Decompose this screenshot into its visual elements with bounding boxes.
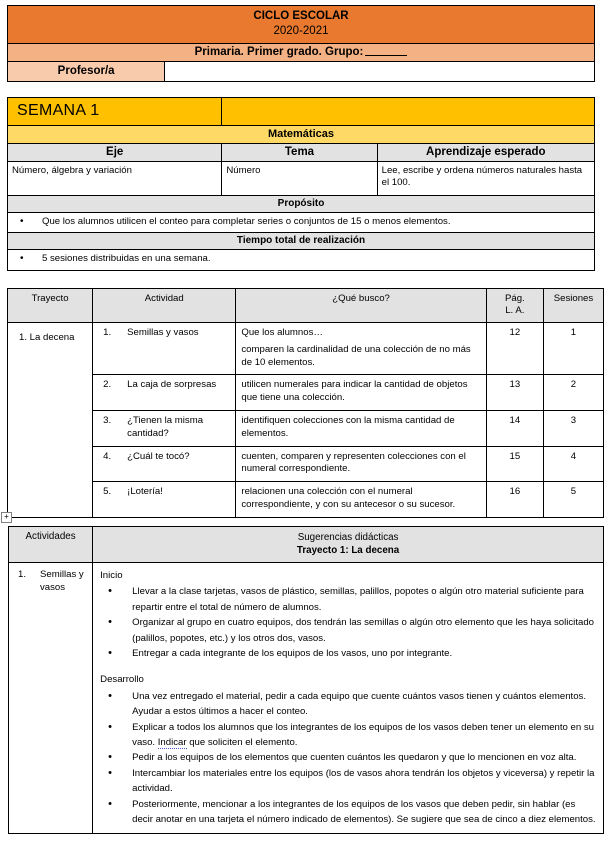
subject-header-cell: Matemáticas <box>8 126 595 144</box>
table-row <box>8 195 595 212</box>
trajectory-activities-table <box>7 288 604 518</box>
sesiones-value: 2 <box>543 375 603 411</box>
list-item-text: Llevar a la clase tarjetas, vasos de plástico, semillas, palillos, popotes o algún otro material suficiente para repartir entre el total de número de alumnos. <box>132 586 584 613</box>
table-row <box>8 482 604 518</box>
trayecto-name-cell: 1. La decena <box>8 323 93 518</box>
list-item-text <box>132 750 597 765</box>
text-post: que soliciten el elemento. <box>186 737 298 749</box>
desarrollo-label: Desarrollo <box>100 674 144 686</box>
actividad-name: Semillas y vasos <box>40 569 84 594</box>
group-blank-line[interactable] <box>365 55 407 56</box>
inicio-list <box>100 584 597 661</box>
list-item <box>100 766 597 797</box>
que-busco-cell <box>236 323 486 375</box>
list-item <box>100 750 597 765</box>
list-item-text: Entregar a cada integrante de los equipos de los vasos, uno por integrante. <box>132 648 453 660</box>
actividad-name: ¿Tienen la misma cantidad? <box>127 414 204 439</box>
table-row <box>8 44 595 62</box>
text-pre: Posteriormente, mencionar a los integrantes de los equipos de los vasos que deben pedir, sin hablar (es decir anotar en una tarjeta el número indicado de elementos). Se sugiere que sea de cinco a diez elementos. <box>132 798 596 826</box>
tiempo-header: Tiempo total de realización <box>8 233 595 250</box>
grade-level-cell <box>8 44 595 62</box>
table-row <box>9 527 604 563</box>
spellcheck-marked-word[interactable]: Indicar <box>157 737 187 749</box>
actividad-cell <box>93 482 236 518</box>
teacher-value-cell[interactable] <box>165 62 595 82</box>
column-header-que-busco: ¿Qué busco? <box>236 289 486 323</box>
table-row <box>8 98 595 126</box>
actividad-number: 2. <box>103 379 112 391</box>
week-title-cell: SEMANA 1 <box>8 98 222 126</box>
eje-value: Número, álgebra y variación <box>8 162 222 196</box>
actividad-name: ¡Lotería! <box>127 486 163 498</box>
list-item-text <box>132 797 597 828</box>
table-row <box>8 162 595 196</box>
list-item <box>100 720 597 751</box>
bullet-icon: • <box>108 766 112 779</box>
table-row <box>8 6 595 44</box>
actividad-number: 1. <box>103 327 112 338</box>
actividad-number: 4. <box>103 450 112 462</box>
proposito-body <box>8 212 595 232</box>
cycle-label: CICLO ESCOLAR <box>253 10 349 22</box>
sesiones-value: 1 <box>543 323 603 375</box>
actividad-number: 5. <box>103 486 112 498</box>
pagina-value: 12 <box>486 323 543 375</box>
cycle-header-cell <box>8 6 595 44</box>
text-pre: Explicar a todos los alumnos que los integrantes de los equipos de los vasos deben tener un elemento en su vaso. <box>132 721 594 749</box>
sugerencias-content-cell <box>93 563 604 834</box>
table-row <box>8 126 595 144</box>
actividad-name: La caja de sorpresas <box>127 379 217 391</box>
table-row <box>8 144 595 162</box>
actividad-cell <box>93 410 236 446</box>
bullet-icon: • <box>108 751 112 764</box>
table-row <box>8 62 595 82</box>
proposito-text: Que los alumnos utilicen el conteo para completar series o conjuntos de 15 o menos elementos. <box>42 215 451 227</box>
table-move-handle-icon[interactable]: + <box>1 512 12 523</box>
table-row <box>8 233 595 250</box>
column-header-tema: Tema <box>222 144 377 162</box>
table-row <box>8 250 595 270</box>
que-busco-text: utilicen numerales para indicar la cantidad de objetos que tiene una colección. <box>236 375 486 411</box>
sesiones-value: 3 <box>543 410 603 446</box>
aprendizaje-value: Lee, escribe y ordena números naturales hasta el 100. <box>377 162 594 196</box>
table-row <box>8 410 604 446</box>
tiempo-body <box>8 250 595 270</box>
sugerencias-subtitle: Trayecto 1: La decena <box>296 545 400 556</box>
school-year-header-table <box>7 5 595 82</box>
actividad-number: 1. <box>18 569 27 580</box>
bullet-icon: • <box>108 585 112 598</box>
table-row <box>9 563 604 834</box>
bullet-icon: • <box>20 215 24 227</box>
text-pre: Intercambiar los materiales entre los equipos (los de vasos ahora tendrán los objetos y viceversa) y repetir la actividad. <box>132 767 595 795</box>
sugerencias-actividad-cell <box>9 563 93 834</box>
list-item-text <box>132 689 597 720</box>
column-header-actividades: Actividades <box>9 527 93 563</box>
list-item <box>100 584 597 615</box>
bullet-icon: • <box>108 797 112 810</box>
proposito-header: Propósito <box>8 195 595 212</box>
bullet-icon: • <box>108 689 112 702</box>
column-header-aprendizaje: Aprendizaje esperado <box>377 144 594 162</box>
column-header-pagina <box>486 289 543 323</box>
que-busco-intro: Que los alumnos… <box>241 327 323 338</box>
pagina-line-1: Pág. <box>504 293 525 304</box>
que-busco-text: identifiquen colecciones con la misma cantidad de elementos. <box>236 410 486 446</box>
list-item <box>100 615 597 646</box>
table-row <box>8 375 604 411</box>
bullet-icon: • <box>108 720 112 733</box>
tema-value: Número <box>222 162 377 196</box>
didactic-suggestions-table <box>8 526 604 834</box>
table-row <box>8 446 604 482</box>
pagina-value: 14 <box>486 410 543 446</box>
column-header-sesiones: Sesiones <box>543 289 603 323</box>
table-row <box>8 212 595 232</box>
sugerencias-title: Sugerencias didácticas <box>297 532 399 543</box>
actividad-name: ¿Cuál te tocó? <box>127 450 190 462</box>
pagina-value: 15 <box>486 446 543 482</box>
pagina-value: 13 <box>486 375 543 411</box>
cycle-years: 2020-2021 <box>273 25 329 37</box>
tiempo-text: 5 sesiones distribuidas en una semana. <box>42 253 211 265</box>
table-row <box>8 323 604 375</box>
list-item-text <box>132 720 597 751</box>
actividad-number: 3. <box>103 414 112 426</box>
inicio-label: Inicio <box>100 570 123 581</box>
desarrollo-list <box>100 689 597 828</box>
column-header-eje: Eje <box>8 144 222 162</box>
list-item-text: Organizar al grupo en cuatro equipos, dos tendrán las semillas o algún otro elemento que les haya solicitado (palillos, popotes, etc.) y los otros dos, vasos. <box>132 617 594 644</box>
list-item <box>100 797 597 828</box>
text-pre: Pedir a los equipos de los elementos que cuenten cuántos les quedaron y que lo mencionen en voz alta. <box>132 752 577 764</box>
actividad-cell <box>93 375 236 411</box>
bullet-icon: • <box>108 647 112 660</box>
column-header-actividad: Actividad <box>93 289 236 323</box>
que-busco-text: comparen la cardinalidad de una colección de no más de 10 elementos. <box>241 343 471 368</box>
bullet-icon: • <box>20 253 24 265</box>
teacher-label-cell: Profesor/a <box>8 62 165 82</box>
actividad-name: Semillas y vasos <box>127 327 199 338</box>
column-header-trayecto: Trayecto <box>8 289 93 323</box>
week-title-blank-cell <box>222 98 595 126</box>
list-item <box>100 646 597 661</box>
actividad-cell <box>93 446 236 482</box>
text-pre: Una vez entregado el material, pedir a cada equipo que cuente cuántos vasos tienen y cuántos elementos. Ayudar a estos últimos a hacer el conteo. <box>132 690 587 718</box>
que-busco-text: relacionen una colección con el numeral correspondiente, y con su antecesor o su sucesor. <box>236 482 486 518</box>
column-header-sugerencias <box>93 527 604 563</box>
list-item-text <box>132 766 597 797</box>
que-busco-text: cuenten, comparen y representen colecciones con el numeral correspondiente. <box>236 446 486 482</box>
sesiones-value: 5 <box>543 482 603 518</box>
actividad-cell <box>93 323 236 375</box>
bullet-icon: • <box>108 616 112 629</box>
table-row <box>8 289 604 323</box>
pagina-value: 16 <box>486 482 543 518</box>
grade-level-text: Primaria. Primer grado. Grupo: <box>194 46 364 58</box>
week-subject-table <box>7 97 595 271</box>
pagina-line-2: L. A. <box>505 305 525 316</box>
sesiones-value: 4 <box>543 446 603 482</box>
list-item <box>100 689 597 720</box>
